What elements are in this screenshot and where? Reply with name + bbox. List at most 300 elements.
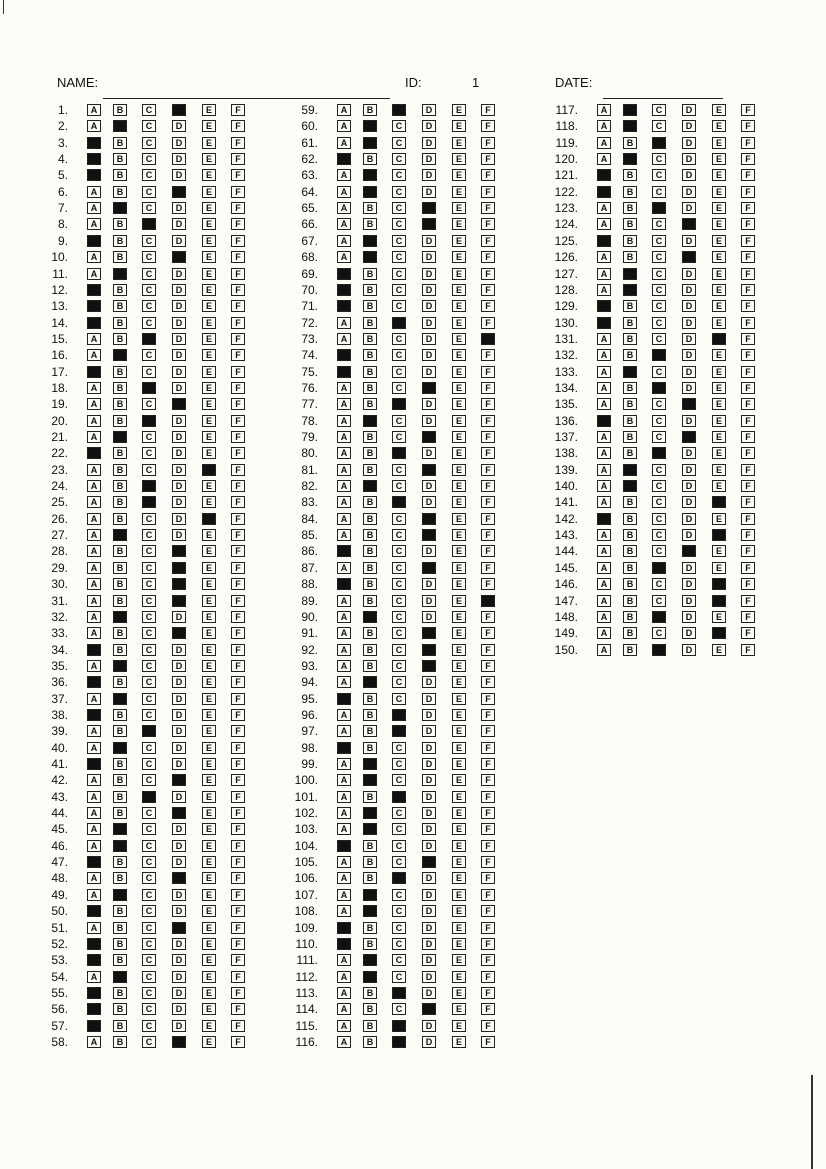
answer-bubble-e[interactable]: E (202, 235, 216, 247)
answer-bubble-c[interactable]: C (652, 317, 666, 329)
answer-bubble-c[interactable]: C (652, 333, 666, 345)
answer-bubble-c[interactable]: C (392, 774, 406, 786)
answer-bubble-a[interactable]: A (87, 529, 101, 541)
answer-bubble-f[interactable]: F (481, 1003, 495, 1015)
answer-bubble-a[interactable]: A (337, 889, 351, 901)
answer-bubble-a[interactable]: A (87, 562, 101, 574)
answer-bubble-c[interactable]: C (142, 317, 156, 329)
answer-bubble-f[interactable]: F (231, 823, 245, 835)
answer-bubble-e[interactable]: E (202, 120, 216, 132)
answer-bubble-d[interactable]: D (172, 431, 186, 443)
answer-bubble-b[interactable]: B (113, 856, 127, 868)
answer-bubble-e[interactable]: E (202, 823, 216, 835)
answer-bubble-a[interactable]: A (337, 872, 351, 884)
answer-bubble-f[interactable]: F (481, 971, 495, 983)
answer-bubble-e[interactable]: E (452, 676, 466, 688)
answer-bubble-b[interactable]: B (363, 774, 377, 786)
answer-bubble-b[interactable]: B (363, 922, 377, 934)
answer-bubble-d[interactable]: D (682, 333, 696, 345)
answer-bubble-c[interactable]: C (142, 398, 156, 410)
answer-bubble-c[interactable]: C (142, 1036, 156, 1048)
answer-bubble-b[interactable]: B (113, 366, 127, 378)
answer-bubble-d[interactable]: D (682, 186, 696, 198)
answer-bubble-c[interactable]: C (142, 169, 156, 181)
answer-bubble-c[interactable]: C (142, 496, 156, 508)
answer-bubble-e[interactable]: E (202, 1003, 216, 1015)
answer-bubble-d[interactable]: D (422, 415, 436, 427)
answer-bubble-f[interactable]: F (231, 1036, 245, 1048)
answer-bubble-d[interactable]: D (172, 644, 186, 656)
answer-bubble-f[interactable]: F (231, 496, 245, 508)
answer-bubble-a[interactable]: A (337, 202, 351, 214)
answer-bubble-f[interactable]: F (481, 660, 495, 672)
answer-bubble-f[interactable]: F (741, 562, 755, 574)
answer-bubble-a[interactable]: A (337, 120, 351, 132)
answer-bubble-e[interactable]: E (712, 317, 726, 329)
answer-bubble-b[interactable]: B (363, 120, 377, 132)
answer-bubble-c[interactable]: C (652, 300, 666, 312)
answer-bubble-d[interactable]: D (682, 268, 696, 280)
answer-bubble-e[interactable]: E (452, 496, 466, 508)
answer-bubble-e[interactable]: E (202, 774, 216, 786)
answer-bubble-c[interactable]: C (652, 235, 666, 247)
answer-bubble-d[interactable]: D (172, 529, 186, 541)
answer-bubble-c[interactable]: C (652, 104, 666, 116)
answer-bubble-a[interactable]: A (87, 578, 101, 590)
answer-bubble-a[interactable]: A (337, 366, 351, 378)
answer-bubble-d[interactable]: D (682, 104, 696, 116)
answer-bubble-c[interactable]: C (392, 611, 406, 623)
answer-bubble-f[interactable]: F (231, 153, 245, 165)
answer-bubble-c[interactable]: C (652, 464, 666, 476)
answer-bubble-e[interactable]: E (202, 431, 216, 443)
answer-bubble-a[interactable]: A (597, 464, 611, 476)
answer-bubble-b[interactable]: B (363, 1020, 377, 1032)
answer-bubble-c[interactable]: C (142, 513, 156, 525)
answer-bubble-c[interactable]: C (142, 153, 156, 165)
answer-bubble-e[interactable]: E (202, 644, 216, 656)
answer-bubble-a[interactable]: A (87, 496, 101, 508)
answer-bubble-d[interactable]: D (682, 431, 696, 443)
answer-bubble-b[interactable]: B (113, 464, 127, 476)
answer-bubble-e[interactable]: E (452, 480, 466, 492)
answer-bubble-f[interactable]: F (231, 431, 245, 443)
answer-bubble-c[interactable]: C (142, 431, 156, 443)
answer-bubble-c[interactable]: C (142, 644, 156, 656)
answer-bubble-d[interactable]: D (682, 595, 696, 607)
answer-bubble-c[interactable]: C (652, 251, 666, 263)
answer-bubble-a[interactable]: A (337, 251, 351, 263)
answer-bubble-c[interactable]: C (142, 595, 156, 607)
answer-bubble-c[interactable]: C (142, 693, 156, 705)
answer-bubble-b[interactable]: B (363, 578, 377, 590)
answer-bubble-f[interactable]: F (231, 186, 245, 198)
answer-bubble-a[interactable]: A (337, 235, 351, 247)
answer-bubble-c[interactable]: C (392, 807, 406, 819)
answer-bubble-f[interactable]: F (481, 987, 495, 999)
answer-bubble-b[interactable]: B (113, 186, 127, 198)
answer-bubble-d[interactable]: D (172, 218, 186, 230)
answer-bubble-d[interactable]: D (682, 464, 696, 476)
answer-bubble-c[interactable]: C (392, 284, 406, 296)
answer-bubble-b[interactable]: B (363, 186, 377, 198)
answer-bubble-a[interactable]: A (87, 137, 101, 149)
answer-bubble-a[interactable]: A (87, 856, 101, 868)
answer-bubble-b[interactable]: B (113, 611, 127, 623)
answer-bubble-a[interactable]: A (337, 169, 351, 181)
answer-bubble-f[interactable]: F (231, 447, 245, 459)
answer-bubble-f[interactable]: F (481, 464, 495, 476)
answer-bubble-f[interactable]: F (231, 415, 245, 427)
answer-bubble-a[interactable]: A (337, 725, 351, 737)
answer-bubble-b[interactable]: B (363, 562, 377, 574)
answer-bubble-e[interactable]: E (202, 153, 216, 165)
answer-bubble-a[interactable]: A (87, 791, 101, 803)
answer-bubble-f[interactable]: F (741, 513, 755, 525)
answer-bubble-e[interactable]: E (452, 333, 466, 345)
answer-bubble-c[interactable]: C (392, 889, 406, 901)
answer-bubble-a[interactable]: A (87, 366, 101, 378)
answer-bubble-e[interactable]: E (202, 382, 216, 394)
answer-bubble-a[interactable]: A (597, 153, 611, 165)
answer-bubble-e[interactable]: E (452, 725, 466, 737)
answer-bubble-b[interactable]: B (113, 872, 127, 884)
answer-bubble-b[interactable]: B (113, 496, 127, 508)
answer-bubble-d[interactable]: D (172, 823, 186, 835)
answer-bubble-a[interactable]: A (597, 480, 611, 492)
answer-bubble-f[interactable]: F (741, 153, 755, 165)
answer-bubble-d[interactable]: D (172, 742, 186, 754)
answer-bubble-f[interactable]: F (231, 938, 245, 950)
answer-bubble-a[interactable]: A (87, 676, 101, 688)
answer-bubble-c[interactable]: C (392, 366, 406, 378)
answer-bubble-c[interactable]: C (142, 202, 156, 214)
answer-bubble-b[interactable]: B (113, 807, 127, 819)
answer-bubble-d[interactable]: D (422, 545, 436, 557)
answer-bubble-c[interactable]: C (142, 235, 156, 247)
answer-bubble-e[interactable]: E (452, 366, 466, 378)
answer-bubble-f[interactable]: F (231, 235, 245, 247)
answer-bubble-d[interactable]: D (682, 513, 696, 525)
answer-bubble-f[interactable]: F (231, 774, 245, 786)
answer-bubble-d[interactable]: D (422, 676, 436, 688)
answer-bubble-a[interactable]: A (337, 856, 351, 868)
answer-bubble-e[interactable]: E (452, 971, 466, 983)
answer-bubble-f[interactable]: F (481, 366, 495, 378)
answer-bubble-b[interactable]: B (623, 284, 637, 296)
answer-bubble-d[interactable]: D (422, 169, 436, 181)
answer-bubble-a[interactable]: A (87, 120, 101, 132)
answer-bubble-c[interactable]: C (392, 791, 406, 803)
answer-bubble-b[interactable]: B (363, 513, 377, 525)
answer-bubble-c[interactable]: C (142, 1003, 156, 1015)
answer-bubble-a[interactable]: A (597, 284, 611, 296)
answer-bubble-b[interactable]: B (363, 889, 377, 901)
answer-bubble-c[interactable]: C (142, 758, 156, 770)
answer-bubble-f[interactable]: F (481, 823, 495, 835)
answer-bubble-a[interactable]: A (337, 709, 351, 721)
answer-bubble-a[interactable]: A (597, 186, 611, 198)
answer-bubble-e[interactable]: E (712, 447, 726, 459)
answer-bubble-d[interactable]: D (422, 431, 436, 443)
answer-bubble-c[interactable]: C (652, 578, 666, 590)
answer-bubble-d[interactable]: D (172, 268, 186, 280)
answer-bubble-e[interactable]: E (202, 137, 216, 149)
answer-bubble-f[interactable]: F (231, 202, 245, 214)
answer-bubble-e[interactable]: E (712, 218, 726, 230)
answer-bubble-e[interactable]: E (452, 349, 466, 361)
answer-bubble-f[interactable]: F (741, 202, 755, 214)
answer-bubble-a[interactable]: A (597, 644, 611, 656)
answer-bubble-a[interactable]: A (597, 104, 611, 116)
answer-bubble-e[interactable]: E (452, 186, 466, 198)
answer-bubble-d[interactable]: D (172, 562, 186, 574)
answer-bubble-c[interactable]: C (392, 1003, 406, 1015)
answer-bubble-d[interactable]: D (172, 693, 186, 705)
answer-bubble-e[interactable]: E (712, 104, 726, 116)
answer-bubble-e[interactable]: E (452, 840, 466, 852)
answer-bubble-c[interactable]: C (392, 120, 406, 132)
answer-bubble-f[interactable]: F (231, 545, 245, 557)
answer-bubble-c[interactable]: C (392, 676, 406, 688)
answer-bubble-d[interactable]: D (172, 153, 186, 165)
answer-bubble-c[interactable]: C (652, 120, 666, 132)
answer-bubble-c[interactable]: C (142, 120, 156, 132)
answer-bubble-d[interactable]: D (172, 758, 186, 770)
answer-bubble-b[interactable]: B (623, 644, 637, 656)
answer-bubble-e[interactable]: E (202, 496, 216, 508)
answer-bubble-c[interactable]: C (392, 660, 406, 672)
answer-bubble-a[interactable]: A (87, 464, 101, 476)
answer-bubble-d[interactable]: D (172, 169, 186, 181)
answer-bubble-a[interactable]: A (337, 431, 351, 443)
answer-bubble-a[interactable]: A (597, 251, 611, 263)
answer-bubble-d[interactable]: D (172, 398, 186, 410)
answer-bubble-d[interactable]: D (422, 693, 436, 705)
answer-bubble-f[interactable]: F (481, 562, 495, 574)
answer-bubble-b[interactable]: B (113, 905, 127, 917)
answer-bubble-e[interactable]: E (712, 235, 726, 247)
answer-bubble-f[interactable]: F (481, 333, 495, 345)
answer-bubble-c[interactable]: C (142, 840, 156, 852)
answer-bubble-a[interactable]: A (597, 627, 611, 639)
answer-bubble-f[interactable]: F (231, 987, 245, 999)
answer-bubble-c[interactable]: C (392, 562, 406, 574)
answer-bubble-a[interactable]: A (597, 349, 611, 361)
answer-bubble-b[interactable]: B (113, 153, 127, 165)
answer-bubble-c[interactable]: C (142, 971, 156, 983)
answer-bubble-c[interactable]: C (142, 104, 156, 116)
answer-bubble-f[interactable]: F (231, 840, 245, 852)
answer-bubble-b[interactable]: B (623, 415, 637, 427)
answer-bubble-d[interactable]: D (422, 922, 436, 934)
answer-bubble-a[interactable]: A (337, 137, 351, 149)
answer-bubble-e[interactable]: E (452, 938, 466, 950)
answer-bubble-f[interactable]: F (481, 545, 495, 557)
answer-bubble-a[interactable]: A (87, 660, 101, 672)
answer-bubble-b[interactable]: B (113, 1020, 127, 1032)
answer-bubble-f[interactable]: F (481, 676, 495, 688)
answer-bubble-a[interactable]: A (87, 627, 101, 639)
answer-bubble-e[interactable]: E (202, 480, 216, 492)
answer-bubble-a[interactable]: A (597, 545, 611, 557)
answer-bubble-f[interactable]: F (231, 268, 245, 280)
answer-bubble-e[interactable]: E (712, 578, 726, 590)
answer-bubble-a[interactable]: A (337, 218, 351, 230)
answer-bubble-b[interactable]: B (623, 300, 637, 312)
answer-bubble-d[interactable]: D (682, 480, 696, 492)
answer-bubble-f[interactable]: F (481, 317, 495, 329)
answer-bubble-a[interactable]: A (337, 791, 351, 803)
answer-bubble-d[interactable]: D (172, 496, 186, 508)
answer-bubble-e[interactable]: E (712, 268, 726, 280)
answer-bubble-d[interactable]: D (422, 595, 436, 607)
answer-bubble-b[interactable]: B (623, 137, 637, 149)
answer-bubble-f[interactable]: F (741, 268, 755, 280)
answer-bubble-d[interactable]: D (172, 611, 186, 623)
answer-bubble-d[interactable]: D (172, 954, 186, 966)
answer-bubble-d[interactable]: D (422, 284, 436, 296)
answer-bubble-f[interactable]: F (231, 464, 245, 476)
answer-bubble-f[interactable]: F (741, 644, 755, 656)
answer-bubble-e[interactable]: E (202, 595, 216, 607)
answer-bubble-e[interactable]: E (202, 807, 216, 819)
answer-bubble-d[interactable]: D (172, 480, 186, 492)
answer-bubble-d[interactable]: D (172, 578, 186, 590)
answer-bubble-b[interactable]: B (113, 431, 127, 443)
answer-bubble-b[interactable]: B (113, 889, 127, 901)
answer-bubble-d[interactable]: D (422, 496, 436, 508)
answer-bubble-a[interactable]: A (337, 1003, 351, 1015)
answer-bubble-f[interactable]: F (231, 807, 245, 819)
answer-bubble-c[interactable]: C (142, 186, 156, 198)
answer-bubble-e[interactable]: E (452, 235, 466, 247)
answer-bubble-f[interactable]: F (481, 725, 495, 737)
answer-bubble-f[interactable]: F (231, 971, 245, 983)
answer-bubble-b[interactable]: B (623, 366, 637, 378)
answer-bubble-e[interactable]: E (712, 153, 726, 165)
answer-bubble-c[interactable]: C (392, 709, 406, 721)
answer-bubble-b[interactable]: B (363, 382, 377, 394)
answer-bubble-c[interactable]: C (652, 644, 666, 656)
answer-bubble-e[interactable]: E (452, 644, 466, 656)
answer-bubble-b[interactable]: B (113, 627, 127, 639)
answer-bubble-b[interactable]: B (363, 1003, 377, 1015)
answer-bubble-c[interactable]: C (142, 627, 156, 639)
answer-bubble-f[interactable]: F (481, 284, 495, 296)
answer-bubble-a[interactable]: A (87, 1020, 101, 1032)
answer-bubble-b[interactable]: B (363, 840, 377, 852)
answer-bubble-c[interactable]: C (142, 349, 156, 361)
answer-bubble-d[interactable]: D (422, 104, 436, 116)
answer-bubble-e[interactable]: E (452, 922, 466, 934)
answer-bubble-a[interactable]: A (87, 513, 101, 525)
answer-bubble-d[interactable]: D (422, 300, 436, 312)
answer-bubble-f[interactable]: F (741, 251, 755, 263)
answer-bubble-d[interactable]: D (682, 317, 696, 329)
answer-bubble-f[interactable]: F (481, 415, 495, 427)
answer-bubble-a[interactable]: A (337, 398, 351, 410)
answer-bubble-a[interactable]: A (337, 971, 351, 983)
answer-bubble-d[interactable]: D (422, 856, 436, 868)
answer-bubble-b[interactable]: B (363, 905, 377, 917)
answer-bubble-e[interactable]: E (452, 987, 466, 999)
answer-bubble-f[interactable]: F (481, 595, 495, 607)
answer-bubble-b[interactable]: B (113, 218, 127, 230)
answer-bubble-a[interactable]: A (337, 415, 351, 427)
answer-bubble-e[interactable]: E (202, 464, 216, 476)
answer-bubble-f[interactable]: F (481, 954, 495, 966)
answer-bubble-e[interactable]: E (202, 611, 216, 623)
answer-bubble-a[interactable]: A (337, 382, 351, 394)
answer-bubble-a[interactable]: A (597, 431, 611, 443)
answer-bubble-a[interactable]: A (87, 317, 101, 329)
answer-bubble-a[interactable]: A (337, 807, 351, 819)
answer-bubble-d[interactable]: D (172, 595, 186, 607)
answer-bubble-c[interactable]: C (392, 922, 406, 934)
answer-bubble-b[interactable]: B (363, 987, 377, 999)
answer-bubble-b[interactable]: B (623, 218, 637, 230)
answer-bubble-c[interactable]: C (142, 872, 156, 884)
answer-bubble-d[interactable]: D (422, 480, 436, 492)
answer-bubble-d[interactable]: D (172, 971, 186, 983)
answer-bubble-a[interactable]: A (87, 758, 101, 770)
answer-bubble-f[interactable]: F (231, 513, 245, 525)
answer-bubble-a[interactable]: A (337, 545, 351, 557)
answer-bubble-d[interactable]: D (682, 627, 696, 639)
answer-bubble-c[interactable]: C (142, 268, 156, 280)
answer-bubble-f[interactable]: F (741, 120, 755, 132)
answer-bubble-a[interactable]: A (337, 676, 351, 688)
answer-bubble-a[interactable]: A (337, 954, 351, 966)
answer-bubble-d[interactable]: D (172, 856, 186, 868)
answer-bubble-e[interactable]: E (452, 758, 466, 770)
answer-bubble-b[interactable]: B (363, 627, 377, 639)
answer-bubble-b[interactable]: B (363, 137, 377, 149)
answer-bubble-d[interactable]: D (422, 120, 436, 132)
answer-bubble-b[interactable]: B (113, 300, 127, 312)
answer-bubble-b[interactable]: B (363, 660, 377, 672)
answer-bubble-e[interactable]: E (202, 709, 216, 721)
answer-bubble-f[interactable]: F (481, 693, 495, 705)
answer-bubble-b[interactable]: B (363, 415, 377, 427)
answer-bubble-b[interactable]: B (113, 284, 127, 296)
answer-bubble-f[interactable]: F (481, 235, 495, 247)
answer-bubble-b[interactable]: B (363, 300, 377, 312)
answer-bubble-a[interactable]: A (337, 578, 351, 590)
answer-bubble-f[interactable]: F (481, 104, 495, 116)
answer-bubble-c[interactable]: C (392, 268, 406, 280)
answer-bubble-b[interactable]: B (113, 725, 127, 737)
answer-bubble-b[interactable]: B (113, 382, 127, 394)
answer-bubble-a[interactable]: A (597, 120, 611, 132)
answer-bubble-e[interactable]: E (452, 447, 466, 459)
answer-bubble-e[interactable]: E (452, 415, 466, 427)
answer-bubble-e[interactable]: E (712, 496, 726, 508)
answer-bubble-b[interactable]: B (623, 611, 637, 623)
answer-bubble-f[interactable]: F (231, 562, 245, 574)
answer-bubble-a[interactable]: A (87, 1036, 101, 1048)
answer-bubble-b[interactable]: B (623, 627, 637, 639)
answer-bubble-f[interactable]: F (481, 186, 495, 198)
answer-bubble-f[interactable]: F (231, 284, 245, 296)
answer-bubble-a[interactable]: A (87, 922, 101, 934)
answer-bubble-e[interactable]: E (712, 349, 726, 361)
answer-bubble-e[interactable]: E (452, 709, 466, 721)
answer-bubble-b[interactable]: B (363, 693, 377, 705)
answer-bubble-e[interactable]: E (452, 693, 466, 705)
answer-bubble-d[interactable]: D (172, 300, 186, 312)
